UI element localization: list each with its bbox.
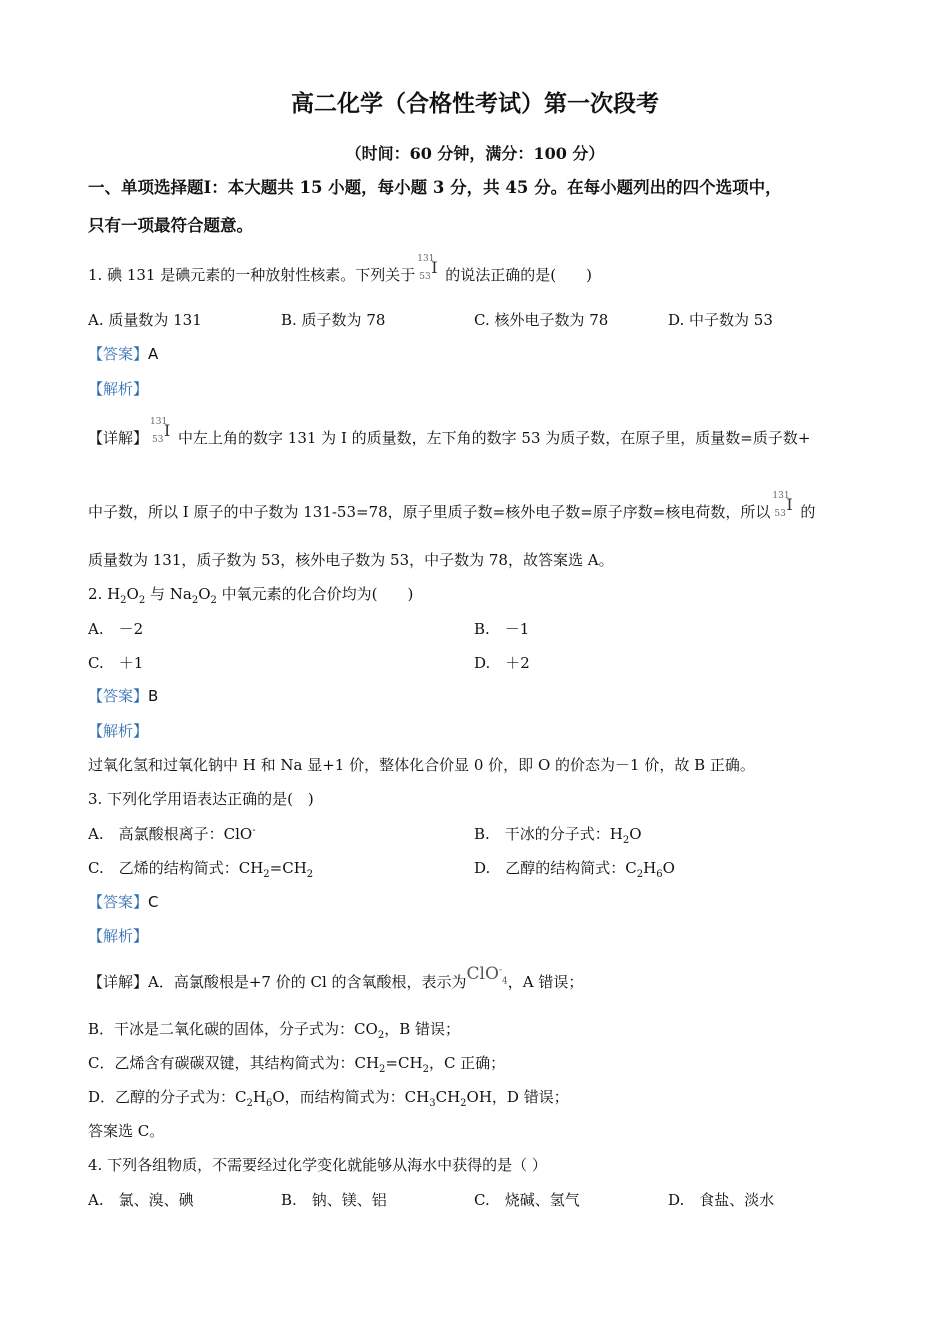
question-1-detail-line-1: [88, 417, 811, 448]
option-text: B. 干冰的分子式：H: [474, 825, 623, 843]
detail-text: =CH: [385, 1054, 423, 1072]
subscript: 2: [120, 595, 127, 606]
option-text: O: [629, 825, 642, 843]
question-1-stem-text: 1. 碘 131 是碘元素的一种放射性核素。下列关于: [88, 266, 416, 284]
subscript: 2: [622, 835, 630, 846]
question-1-stem-end: 的说法正确的是( ): [445, 266, 592, 284]
stem-part: 2. H: [88, 585, 121, 603]
question-2-analysis-label: 【解析】: [88, 722, 149, 740]
nuclide-atomic-number: 53: [152, 435, 164, 445]
question-2-stem: [88, 584, 413, 604]
subscript: 2: [636, 869, 644, 880]
subscript: 3: [429, 1098, 436, 1109]
subscript: 2: [379, 1064, 386, 1075]
question-2-option-b: B. －1: [474, 620, 530, 638]
subscript: 2: [191, 595, 199, 606]
answer-label: 【答案】: [88, 345, 149, 363]
subscript: 2: [422, 1064, 429, 1075]
superscript: -: [252, 825, 256, 836]
section-heading-line-2: 只有一项最符合题意。: [88, 216, 253, 235]
subscript: 2: [460, 1098, 467, 1109]
option-text: O: [662, 859, 675, 877]
nuclide-element: I: [431, 258, 438, 277]
question-3-stem: 3. 下列化学用语表达正确的是( ): [88, 790, 314, 808]
question-4-option-d: D. 食盐、淡水: [668, 1191, 775, 1209]
question-2-option-a: A. －2: [88, 620, 144, 638]
nuclide-mass-number: 131: [150, 417, 168, 427]
question-2-analysis-text: 过氧化氢和过氧化钠中 H 和 Na 显+1 价，整体化合价显 0 价，即 O 的价态为－1 价，故 B 正确。: [88, 756, 755, 774]
question-3-answer: [88, 892, 159, 912]
stem-part: 中氧元素的化合价均为( ): [216, 585, 414, 603]
subscript: 2: [377, 1030, 385, 1041]
question-1-option-b: B. 质子数为 78: [281, 311, 386, 329]
detail-label: 【详解】: [88, 429, 149, 447]
formula-base: ClO: [466, 964, 499, 984]
nuclide-atomic-number: 53: [419, 272, 431, 282]
nuclide-element: I: [164, 421, 171, 440]
detail-text: B．干冰是二氧化碳的固体，分子式为：CO: [88, 1020, 378, 1038]
question-3-detail-b: [88, 1019, 460, 1039]
subscript: 2: [263, 869, 270, 880]
answer-label: 【答案】: [88, 687, 149, 705]
option-text: D. 乙醇的结构简式：C: [474, 859, 637, 877]
question-2-option-d: D. ＋2: [474, 654, 530, 672]
question-3-detail-d: [88, 1087, 569, 1107]
question-3-analysis-label: 【解析】: [88, 927, 149, 945]
question-1-detail-line-2: [88, 491, 816, 522]
stem-part: O: [126, 585, 139, 603]
detail-text: ，C 正确；: [428, 1054, 506, 1072]
stem-part: O: [198, 585, 211, 603]
nuclide-symbol: [150, 417, 176, 445]
question-3-option-b: [474, 824, 642, 844]
subscript: 6: [656, 869, 663, 880]
detail-text: C．乙烯含有碳碳双键，其结构简式为：CH: [88, 1054, 380, 1072]
question-4-stem: 4. 下列各组物质，不需要经过化学变化就能够从海水中获得的是（ ）: [88, 1156, 547, 1174]
detail-text: A．高氯酸根是+7 价的 Cl 的含氧酸根，表示为: [148, 973, 467, 991]
nuclide-mass-number: 131: [772, 491, 790, 501]
formula-subscript: 4: [501, 976, 508, 987]
subscript: 6: [265, 1098, 273, 1109]
detail-text: CH: [435, 1088, 461, 1106]
subscript: 2: [138, 595, 146, 606]
option-text: H: [643, 859, 657, 877]
nuclide-symbol: [417, 254, 443, 282]
detail-text: OH，D 错误；: [466, 1088, 569, 1106]
perchlorate-formula: [466, 964, 508, 987]
formula-charge: -: [498, 965, 502, 976]
answer-value: C: [148, 893, 159, 911]
subscript: 2: [246, 1098, 253, 1109]
question-1-analysis-label: 【解析】: [88, 380, 149, 398]
question-3-option-d: [474, 858, 675, 878]
question-3-detail-a: [88, 964, 584, 992]
nuclide-symbol: [772, 491, 798, 519]
question-3-detail-c: [88, 1053, 505, 1073]
question-1-option-d: D. 中子数为 53: [668, 311, 773, 329]
question-3-option-a: [88, 824, 256, 844]
answer-value: A: [148, 345, 159, 363]
detail-text: O，而结构简式为：CH: [272, 1088, 430, 1106]
question-3-option-c: [88, 858, 313, 878]
option-text: A. 高氯酸根离子：ClO: [88, 825, 253, 843]
detail-text: 中子数，所以 I 原子的中子数为 131-53=78，原子里质子数=核外电子数=原子序数=核电荷数，所以: [88, 503, 771, 521]
question-4-option-c: C. 烧碱、氢气: [474, 1191, 580, 1209]
question-2-answer: [88, 686, 158, 706]
detail-text: ，A 错误；: [507, 973, 584, 991]
question-1-stem: [88, 254, 592, 285]
nuclide-element: I: [786, 495, 793, 514]
subscript: 2: [306, 869, 314, 880]
detail-label: 【详解】: [88, 973, 149, 991]
question-1-option-a: A. 质量数为 131: [88, 311, 202, 329]
option-text: =CH: [269, 859, 307, 877]
answer-value: B: [148, 687, 159, 705]
stem-part: 与 Na: [145, 585, 192, 603]
nuclide-mass-number: 131: [417, 254, 435, 264]
answer-label: 【答案】: [88, 893, 149, 911]
question-2-option-c: C. ＋1: [88, 654, 144, 672]
detail-text: 中左上角的数字 131 为 I 的质量数，左下角的数字 53 为质子数，在原子里，质量数=质子数+: [178, 429, 811, 447]
question-4-option-b: B. 钠、镁、铝: [281, 1191, 387, 1209]
option-text: C. 乙烯的结构简式：CH: [88, 859, 264, 877]
detail-text: D．乙醇的分子式为：C: [88, 1088, 247, 1106]
page-subtitle: （时间：60 分钟，满分：100 分）: [345, 144, 605, 163]
page-title: 高二化学（合格性考试）第一次段考: [291, 90, 659, 117]
question-3-conclusion: 答案选 C。: [88, 1122, 165, 1140]
detail-text-end: 的: [800, 503, 816, 521]
subscript: 2: [210, 595, 217, 606]
detail-text: ，B 错误；: [384, 1020, 460, 1038]
nuclide-atomic-number: 53: [774, 509, 786, 519]
section-heading-line-1: 一、单项选择题Ⅰ：本大题共 15 小题，每小题 3 分，共 45 分。在每小题列出的四个选项中，: [88, 178, 782, 197]
detail-text: H: [252, 1088, 266, 1106]
question-1-option-c: C. 核外电子数为 78: [474, 311, 609, 329]
question-4-option-a: A. 氯、溴、碘: [88, 1191, 194, 1209]
question-1-answer: [88, 344, 158, 364]
question-1-detail-line-3: 质量数为 131，质子数为 53，核外电子数为 53，中子数为 78，故答案选 A。: [88, 551, 614, 569]
